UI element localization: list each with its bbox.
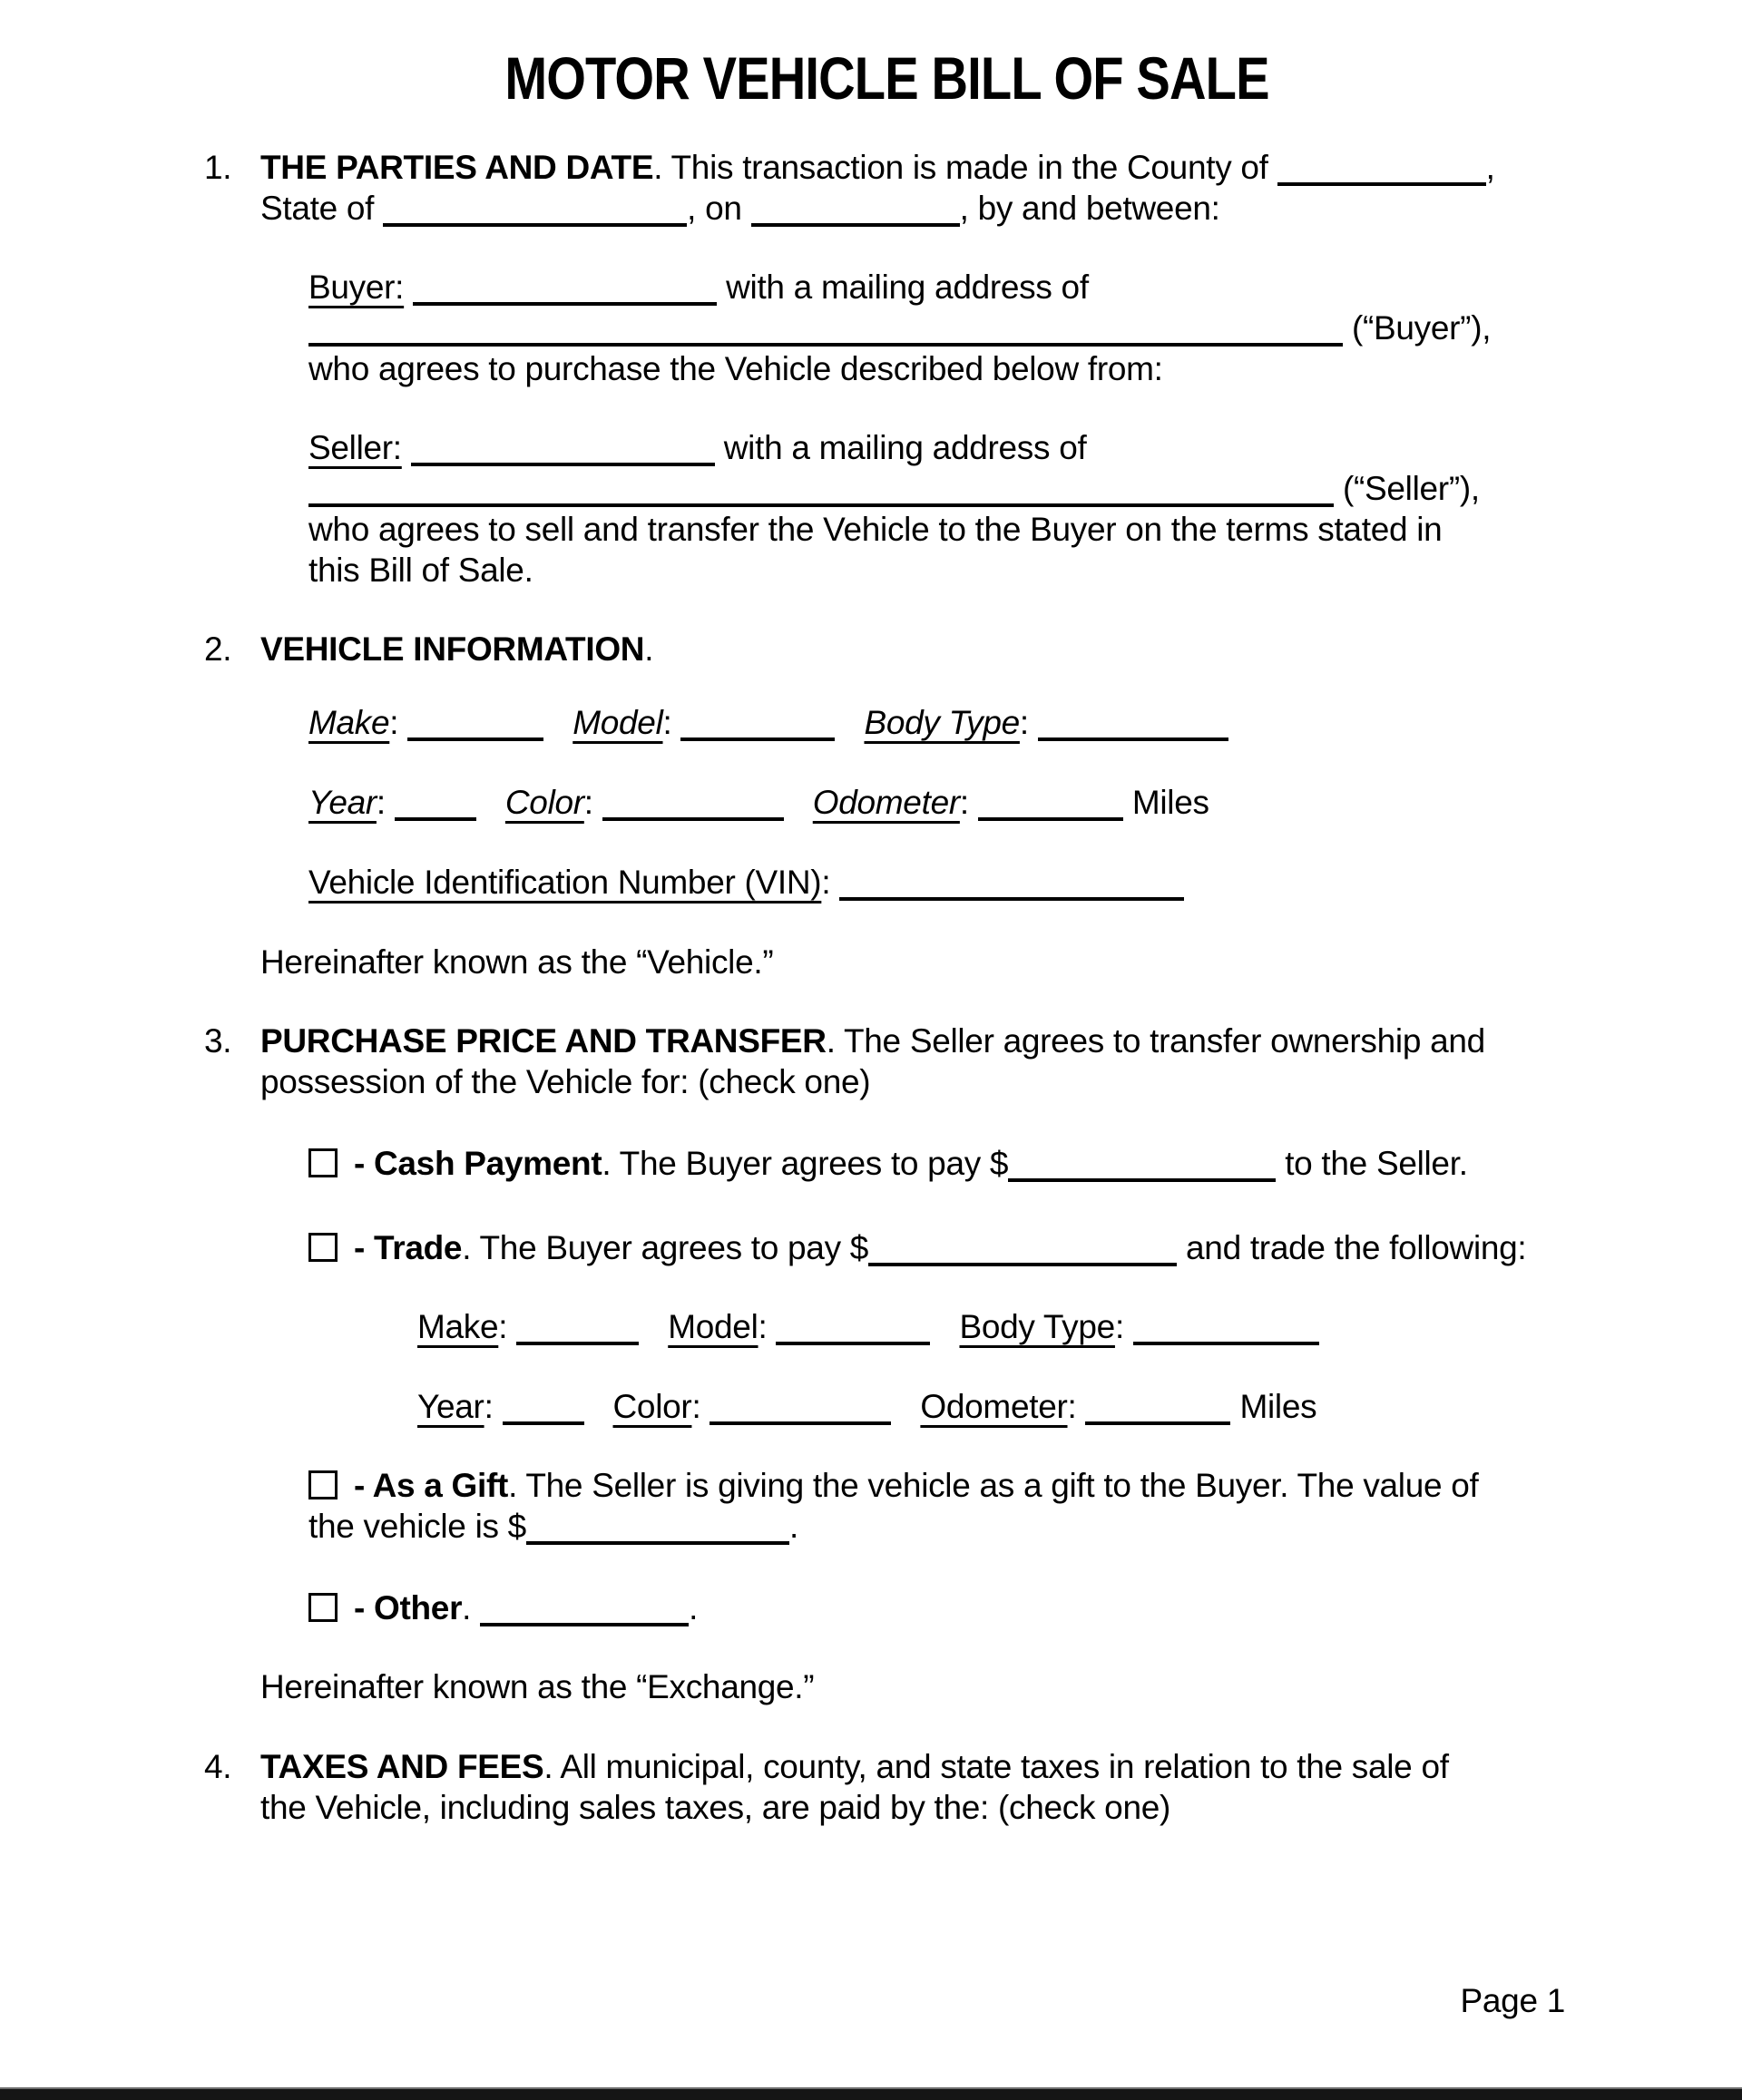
- section-4-number: 4.: [204, 1748, 232, 1785]
- vin-label: Vehicle Identification Number (VIN): [308, 864, 822, 901]
- other-period-2: .: [689, 1589, 699, 1626]
- cash-payment-option: [308, 1143, 1570, 1184]
- trade-year-colon: :: [484, 1388, 494, 1425]
- trade-color-label: Color: [612, 1388, 692, 1425]
- trade-miles-label: Miles: [1239, 1388, 1317, 1425]
- other-label: - Other: [353, 1589, 463, 1626]
- hereinafter-exchange-text: Hereinafter known as the “Exchange.”: [260, 1668, 815, 1705]
- other-field[interactable]: [480, 1596, 689, 1626]
- buyer-name-field[interactable]: [413, 275, 717, 306]
- trade-body-type-colon: :: [1114, 1308, 1124, 1345]
- vin-colon: :: [821, 864, 831, 901]
- body-type-label: Body Type: [864, 704, 1020, 741]
- trade-option: [308, 1227, 1570, 1268]
- gift-text-2: the vehicle is $: [308, 1508, 526, 1545]
- make-field[interactable]: [407, 710, 543, 741]
- seller-address-field[interactable]: [308, 476, 1334, 507]
- purchase-heading-line: [260, 1021, 1570, 1061]
- seller-line-3: [308, 509, 1570, 550]
- buyer-address-field[interactable]: [308, 316, 1343, 347]
- trade-label: - Trade: [353, 1229, 463, 1266]
- county-field[interactable]: [1277, 155, 1486, 186]
- page-title: MOTOR VEHICLE BILL OF SALE: [504, 44, 1269, 112]
- section-3-number: 3.: [204, 1022, 232, 1060]
- cash-payment-text: . The Buyer agrees to pay $: [602, 1145, 1009, 1182]
- model-label: Model: [573, 704, 663, 741]
- gift-label: - As a Gift: [353, 1467, 509, 1504]
- other-period-1: .: [462, 1589, 472, 1626]
- buyer-line-1: [308, 267, 1570, 308]
- seller-label: Seller:: [308, 429, 402, 466]
- trade-color-field[interactable]: [710, 1394, 891, 1425]
- trade-model-colon: :: [758, 1308, 768, 1345]
- cash-payment-checkbox[interactable]: [308, 1148, 338, 1177]
- vehicle-vin-line: [308, 862, 1570, 903]
- trade-make-colon: :: [498, 1308, 508, 1345]
- section-2-heading: VEHICLE INFORMATION: [260, 630, 645, 668]
- odometer-label: Odometer: [812, 784, 960, 821]
- trade-make-line: [417, 1306, 1570, 1347]
- odometer-colon: :: [959, 784, 969, 821]
- trade-odometer-label: Odometer: [920, 1388, 1068, 1425]
- color-colon: :: [583, 784, 593, 821]
- buyer-mailing-text: with a mailing address of: [726, 269, 1089, 306]
- cash-payment-label: - Cash Payment: [353, 1145, 602, 1182]
- seller-clause-text-2: this Bill of Sale.: [308, 552, 533, 589]
- trade-amount-field[interactable]: [868, 1236, 1177, 1266]
- trade-body-type-field[interactable]: [1133, 1314, 1319, 1345]
- purchase-intro-text-2: possession of the Vehicle for: (check one): [260, 1063, 871, 1100]
- gift-checkbox[interactable]: [308, 1470, 338, 1499]
- section-2-number: 2.: [204, 630, 232, 668]
- trade-odometer-field[interactable]: [1085, 1394, 1230, 1425]
- section-parties-and-date: [204, 147, 1570, 229]
- cash-payment-text-end: to the Seller.: [1285, 1145, 1468, 1182]
- taxes-intro-text-2: the Vehicle, including sales taxes, are paid by the: (check one): [260, 1789, 1171, 1826]
- vin-field[interactable]: [839, 870, 1184, 901]
- buyer-label: Buyer:: [308, 269, 405, 306]
- odometer-field[interactable]: [978, 790, 1123, 821]
- purchase-intro-line-2: [260, 1061, 1570, 1102]
- body-type-colon: :: [1019, 704, 1029, 741]
- purchase-intro-text-1: . The Seller agrees to transfer ownership and: [826, 1022, 1485, 1060]
- trade-body-type-label: Body Type: [959, 1308, 1115, 1345]
- cash-amount-field[interactable]: [1008, 1151, 1276, 1182]
- make-colon: :: [389, 704, 399, 741]
- body-type-field[interactable]: [1038, 710, 1228, 741]
- buyer-clause-text: who agrees to purchase the Vehicle described below from:: [308, 350, 1163, 387]
- taxes-intro-text-1: . All municipal, county, and state taxes in relation to the sale of: [543, 1748, 1449, 1785]
- trade-make-label: Make: [417, 1308, 499, 1345]
- section-2-period: .: [644, 630, 654, 668]
- parties-line-2: [260, 188, 1570, 229]
- gift-option: [308, 1465, 1570, 1547]
- taxes-intro-line-2: [260, 1787, 1570, 1828]
- trade-text-end: and trade the following:: [1186, 1229, 1527, 1266]
- section-1-heading: THE PARTIES AND DATE: [260, 149, 654, 186]
- parties-line-1: [260, 147, 1570, 188]
- buyer-paren-text: (“Buyer”),: [1351, 309, 1492, 347]
- state-of-label: State of: [260, 190, 375, 227]
- color-label: Color: [504, 784, 584, 821]
- other-checkbox[interactable]: [308, 1593, 338, 1622]
- hereinafter-vehicle-text: Hereinafter known as the “Vehicle.”: [260, 943, 774, 981]
- color-field[interactable]: [602, 790, 784, 821]
- seller-line-4: [308, 550, 1570, 591]
- model-field[interactable]: [680, 710, 835, 741]
- section-4-heading: TAXES AND FEES: [260, 1748, 544, 1785]
- trade-year-field[interactable]: [503, 1394, 584, 1425]
- seller-mailing-text: with a mailing address of: [723, 429, 1087, 466]
- trade-model-label: Model: [668, 1308, 758, 1345]
- gift-period: .: [788, 1508, 798, 1545]
- section-taxes-and-fees: [204, 1746, 1570, 1828]
- buyer-paragraph: [308, 267, 1570, 389]
- trade-year-line: [417, 1386, 1570, 1427]
- vehicle-heading-line: [260, 629, 1570, 669]
- seller-paragraph: [308, 427, 1570, 591]
- section-1-number: 1.: [204, 149, 232, 186]
- model-colon: :: [662, 704, 672, 741]
- section-purchase-price: [204, 1021, 1570, 1102]
- trade-checkbox[interactable]: [308, 1233, 338, 1262]
- on-label: , on: [687, 190, 742, 227]
- trade-odometer-colon: :: [1067, 1388, 1077, 1425]
- seller-line-2: [308, 468, 1570, 509]
- seller-line-1: [308, 427, 1570, 468]
- window-bottom-edge: [0, 2087, 1742, 2100]
- date-field[interactable]: [751, 196, 960, 227]
- hereinafter-exchange-line: [260, 1666, 1570, 1707]
- vehicle-make-line: [308, 702, 1570, 743]
- parties-intro-text: . This transaction is made in the County of: [653, 149, 1268, 186]
- gift-line-1: [308, 1465, 1570, 1506]
- year-colon: :: [376, 784, 386, 821]
- seller-clause-text-1: who agrees to sell and transfer the Vehicle to the Buyer on the terms stated in: [308, 511, 1443, 548]
- buyer-line-2: [308, 308, 1570, 348]
- trade-model-field[interactable]: [776, 1314, 930, 1345]
- trade-color-colon: :: [691, 1388, 701, 1425]
- gift-line-2: [308, 1506, 1570, 1547]
- comma-text: ,: [1485, 149, 1495, 186]
- buyer-line-3: [308, 348, 1570, 389]
- gift-text-1: . The Seller is giving the vehicle as a gift to the Buyer. The value of: [508, 1467, 1479, 1504]
- state-field[interactable]: [383, 196, 687, 227]
- seller-name-field[interactable]: [411, 435, 715, 466]
- miles-label: Miles: [1131, 784, 1209, 821]
- trade-make-field[interactable]: [516, 1314, 639, 1345]
- vehicle-year-line: [308, 782, 1570, 823]
- year-field[interactable]: [395, 790, 476, 821]
- page-number: Page 1: [1460, 1982, 1565, 2019]
- taxes-heading-line: [260, 1746, 1570, 1787]
- seller-paren-text: (“Seller”),: [1342, 470, 1480, 507]
- trade-text: . The Buyer agrees to pay $: [462, 1229, 869, 1266]
- gift-value-field[interactable]: [526, 1514, 789, 1545]
- hereinafter-vehicle-line: [260, 942, 1570, 982]
- other-option: [308, 1587, 1570, 1628]
- document-body: [204, 0, 1570, 1828]
- section-vehicle-information: [204, 629, 1570, 669]
- trade-year-label: Year: [417, 1388, 484, 1425]
- section-3-heading: PURCHASE PRICE AND TRANSFER: [260, 1022, 827, 1060]
- year-label: Year: [308, 784, 377, 821]
- by-and-between-text: , by and between:: [959, 190, 1220, 227]
- make-label: Make: [308, 704, 390, 741]
